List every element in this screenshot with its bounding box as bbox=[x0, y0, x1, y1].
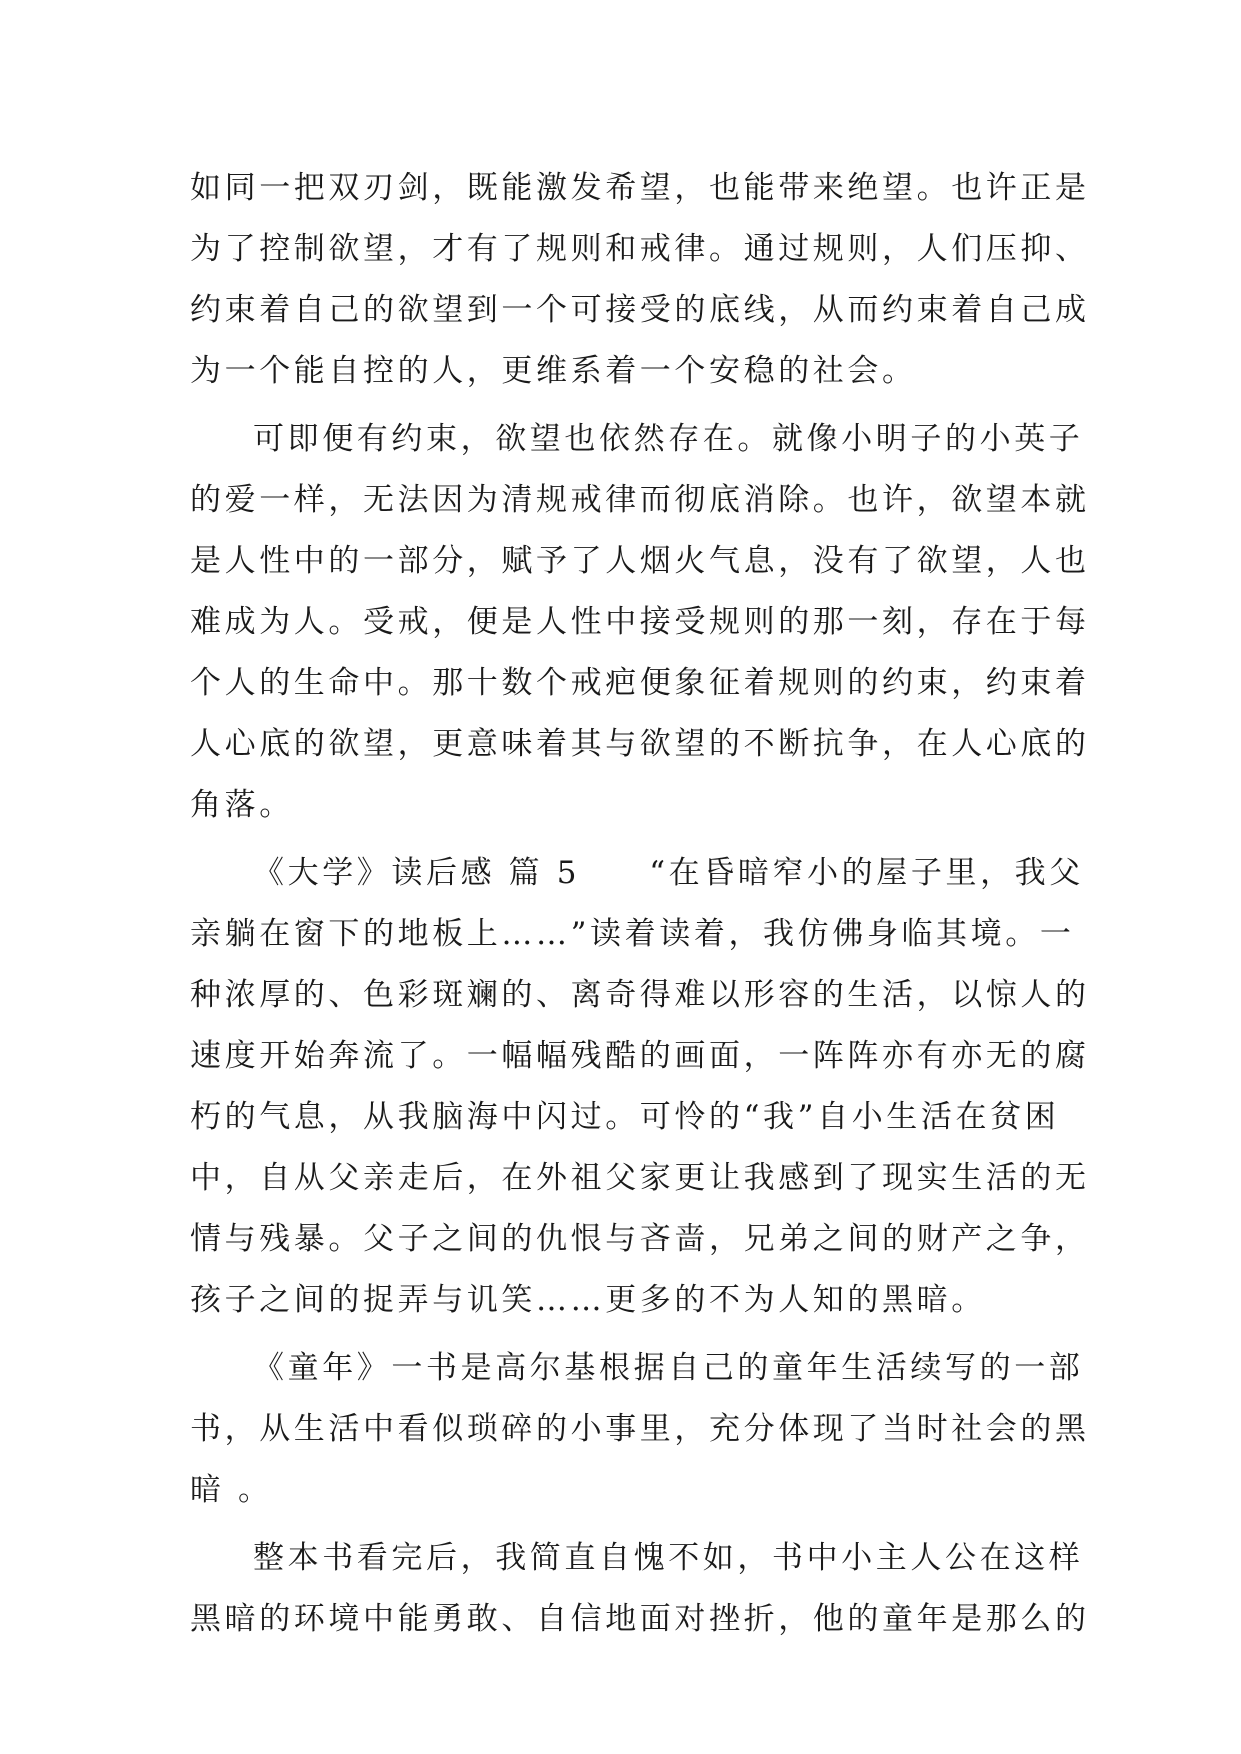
text-line: 为了控制欲望，才有了规则和戒律。通过规则，人们压抑、 bbox=[190, 231, 1090, 267]
text-line: 书，从生活中看似琐碎的小事里，充分体现了当时社会的黑 bbox=[190, 1411, 1090, 1447]
text-line: 如同一把双刃剑，既能激发希望，也能带来绝望。也许正是 bbox=[190, 170, 1090, 206]
text-line: 是人性中的一部分，赋予了人烟火气息，没有了欲望，人也 bbox=[190, 543, 1090, 579]
text-line: 整本书看完后，我简直自愧不如，书中小主人公在这样 bbox=[253, 1540, 1084, 1576]
text-line: 难成为人。受戒，便是人性中接受规则的那一刻，存在于每 bbox=[190, 604, 1090, 640]
text-line: 的爱一样，无法因为清规戒律而彻底消除。也许，欲望本就 bbox=[190, 482, 1090, 518]
text-line: 个人的生命中。那十数个戒疤便象征着规则的约束，约束着 bbox=[190, 665, 1090, 701]
text-line: 中，自从父亲走后，在外祖父家更让我感到了现实生活的无 bbox=[190, 1160, 1090, 1196]
text-line: 可即便有约束，欲望也依然存在。就像小明子的小英子 bbox=[253, 421, 1084, 457]
text-line: 朽的气息，从我脑海中闪过。可怜的“我”自小生活在贫困 bbox=[190, 1099, 1060, 1135]
text-line: 《童年》一书是高尔基根据自己的童年生活续写的一部 bbox=[253, 1350, 1084, 1386]
text-line: 人心底的欲望，更意味着其与欲望的不断抗争，在人心底的 bbox=[190, 726, 1090, 762]
text-line: 为一个能自控的人，更维系着一个安稳的社会。 bbox=[190, 353, 917, 389]
text-line: 《大学》读后感 篇 5 “在昏暗窄小的屋子里，我父 bbox=[253, 855, 1084, 891]
text-line: 种浓厚的、色彩斑斓的、离奇得难以形容的生活，以惊人的 bbox=[190, 977, 1090, 1013]
text-line: 暗 。 bbox=[190, 1472, 273, 1508]
text-line: 黑暗的环境中能勇敢、自信地面对挫折，他的童年是那么的 bbox=[190, 1601, 1090, 1637]
text-line: 速度开始奔流了。一幅幅残酷的画面，一阵阵亦有亦无的腐 bbox=[190, 1038, 1090, 1074]
text-line: 亲躺在窗下的地板上……”读着读着，我仿佛身临其境。一 bbox=[190, 916, 1075, 952]
text-line: 约束着自己的欲望到一个可接受的底线，从而约束着自己成 bbox=[190, 292, 1090, 328]
text-line: 孩子之间的捉弄与讥笑……更多的不为人知的黑暗。 bbox=[190, 1282, 986, 1318]
text-line: 角落。 bbox=[190, 787, 294, 823]
text-line: 情与残暴。父子之间的仇恨与吝啬，兄弟之间的财产之争， bbox=[190, 1221, 1090, 1257]
